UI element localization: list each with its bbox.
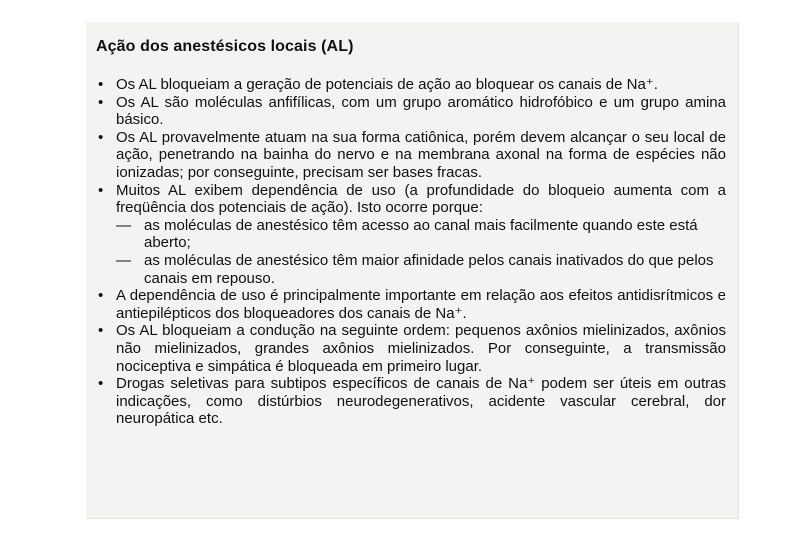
dash-icon: — xyxy=(116,216,131,234)
dash-icon: — xyxy=(116,251,131,269)
sub-list-item xyxy=(116,252,726,287)
list-item xyxy=(94,182,726,288)
list-item xyxy=(94,76,726,94)
sub-list xyxy=(116,217,726,287)
list-item-text: Os AL bloqueiam a geração de potenciais de ação ao bloquear os canais de Na⁺. xyxy=(116,76,658,93)
list-item xyxy=(94,129,726,182)
bullet-icon: • xyxy=(98,93,104,111)
list-item xyxy=(94,322,726,375)
list-item-text: Os AL são moléculas anfifílicas, com um grupo aromático hidrofóbico e um grupo amina básico. xyxy=(116,93,726,129)
bullet-icon: • xyxy=(98,128,104,146)
bullet-list xyxy=(94,76,726,428)
bullet-icon: • xyxy=(98,181,104,199)
list-item-text: Drogas seletivas para subtipos específicos de canais de Na⁺ podem ser úteis em outras indicações, como distúrbios neurodegenerativos, acidente vascular cerebral, dor neuropática etc. xyxy=(116,375,726,428)
bullet-icon: • xyxy=(98,322,104,340)
sub-list-item-text: as moléculas de anestésico têm acesso ao canal mais facilmente quando este está aberto; xyxy=(144,216,698,252)
list-item-text: Os AL provavelmente atuam na sua forma catiônica, porém devem alcançar o seu local de ação, penetrando na bainha do nervo e na membrana axonal na forma de espécies não ionizadas; por conseguinte, precisam ser bases fracas. xyxy=(116,128,726,181)
content-box xyxy=(86,22,739,519)
sub-list-item-text: as moléculas de anestésico têm maior afinidade pelos canais inativados do que pelos canais em repouso. xyxy=(144,251,714,287)
bullet-icon: • xyxy=(98,287,104,305)
list-item-text: Muitos AL exibem dependência de uso (a profundidade do bloqueio aumenta com a freqüência dos potenciais de ação). Isto ocorre porque: xyxy=(116,181,726,217)
section-title: Ação dos anestésicos locais (AL) xyxy=(96,38,354,55)
list-item-text: A dependência de uso é principalmente importante em relação aos efeitos antidisrítmicos e antiepilépticos dos bloqueadores dos canais de Na⁺. xyxy=(116,287,726,322)
list-item xyxy=(94,375,726,428)
sub-list-item xyxy=(116,217,726,252)
list-item-text: Os AL bloqueiam a condução na seguinte ordem: pequenos axônios mielinizados, axônios não mielinizados, grandes axônios mielinizados. Por conseguinte, a transmissão nociceptiva e simpática é bloqueada em primeiro lugar. xyxy=(116,322,726,375)
list-item xyxy=(94,94,726,129)
bullet-icon: • xyxy=(98,375,104,393)
list-item xyxy=(94,287,726,322)
bullet-icon: • xyxy=(98,76,104,93)
